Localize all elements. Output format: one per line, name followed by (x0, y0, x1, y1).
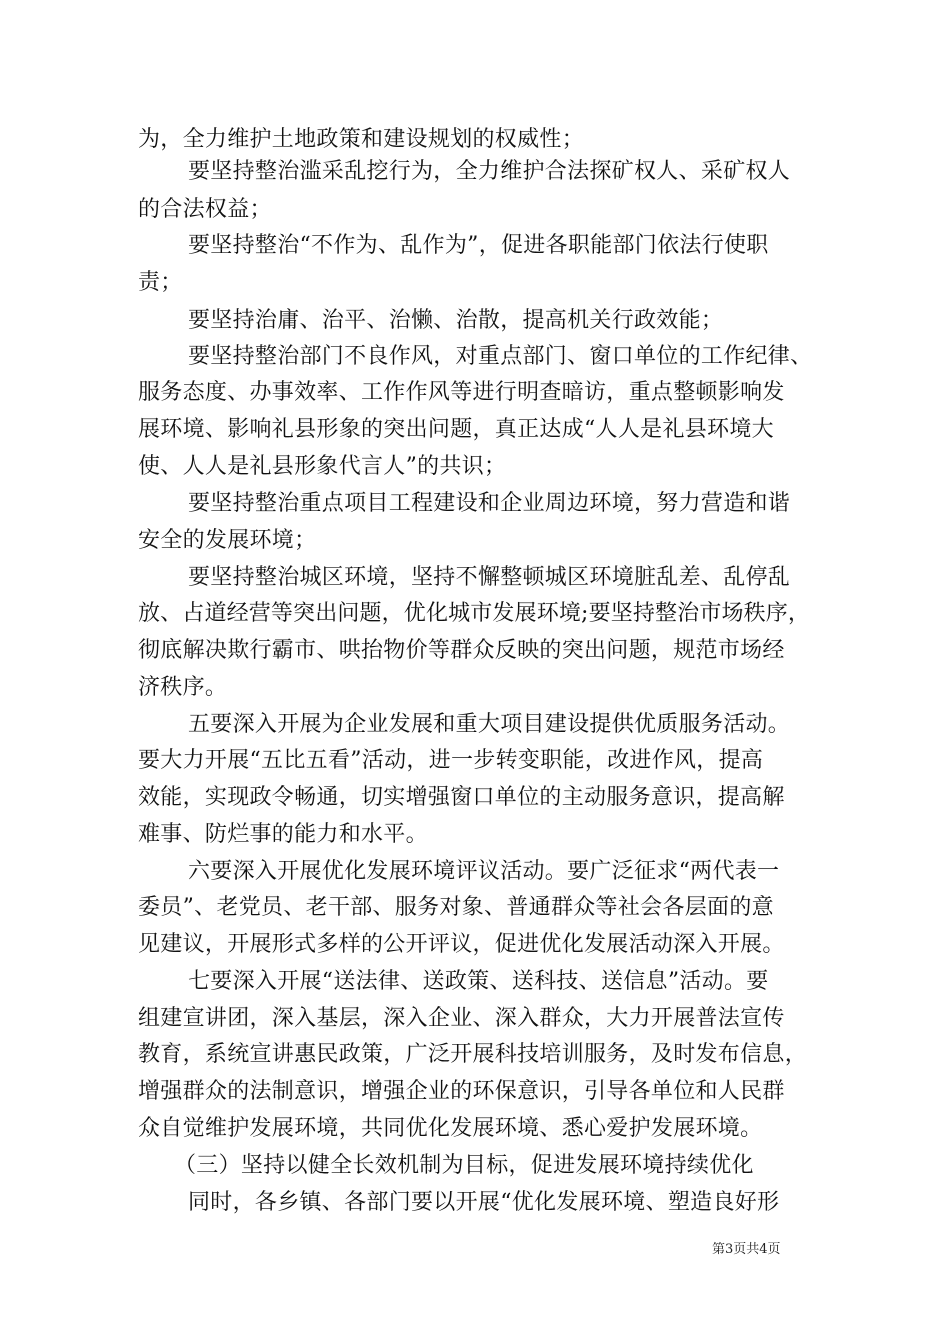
text-line: 使、人人是礼县形象代言人”的共识； (138, 454, 507, 479)
text-line: 责； (138, 270, 183, 295)
text-line: 要坚持治庸、治平、治懒、治散，提高机关行政效能； (188, 308, 724, 333)
text-line: 要坚持整治城区环境，坚持不懈整顿城区环境脏乱差、乱停乱 (188, 565, 791, 590)
text-line: 见建议，开展形式多样的公开评议，促进优化发展活动深入开展。 (138, 932, 785, 957)
text-line: 同时，各乡镇、各部门要以开展“优化发展环境、塑造良好形 (188, 1190, 780, 1215)
text-line: 要坚持整治部门不良作风，对重点部门、窗口单位的工作纪律、 (188, 344, 813, 369)
text-line: 要坚持整治滥采乱挖行为，全力维护合法探矿权人、采矿权人 (188, 159, 791, 184)
text-line: 七要深入开展“送法律、送政策、送科技、送信息”活动。要 (188, 969, 769, 994)
text-line: 要坚持整治“不作为、乱作为”，促进各职能部门依法行使职 (188, 233, 769, 258)
text-line: 放、占道经营等突出问题，优化城市发展环境;要坚持整治市场秩序， (138, 601, 811, 626)
page-number: 第3页共4页 (712, 1242, 781, 1257)
text-line: 增强群众的法制意识，增强企业的环保意识，引导各单位和人民群 (138, 1079, 785, 1104)
text-line: 安全的发展环境； (138, 528, 317, 553)
text-line: 五要深入开展为企业发展和重大项目建设提供优质服务活动。 (188, 712, 791, 737)
text-line: 效能，实现政令畅通，切实增强窗口单位的主动服务意识，提高解 (138, 785, 785, 810)
text-line: 的合法权益； (138, 197, 272, 222)
text-line: 组建宣讲团，深入基层，深入企业、深入群众，大力开展普法宣传 (138, 1006, 785, 1031)
text-line: 服务态度、办事效率、工作作风等进行明查暗访，重点整顿影响发 (138, 380, 785, 405)
text-line: 难事、防烂事的能力和水平。 (138, 822, 428, 847)
section-heading: （三）坚持以健全长效机制为目标，促进发展环境持续优化 (174, 1153, 754, 1178)
text-line: 众自觉维护发展环境，共同优化发展环境、悉心爱护发展环境。 (138, 1116, 763, 1141)
text-line: 要坚持整治重点项目工程建设和企业周边环境，努力营造和谐 (188, 491, 791, 516)
text-line: 济秩序。 (138, 675, 228, 700)
text-line: 要大力开展“五比五看”活动，进一步转变职能，改进作风，提高 (138, 748, 764, 773)
text-line: 展环境、影响礼县形象的突出问题，真正达成“人人是礼县环境大 (138, 417, 774, 442)
text-line: 教育，系统宣讲惠民政策，广泛开展科技培训服务，及时发布信息， (138, 1042, 808, 1067)
text-line: 委员”、老党员、老干部、服务对象、普通群众等社会各层面的意 (138, 895, 774, 920)
text-line: 为，全力维护土地政策和建设规划的权威性； (138, 127, 585, 152)
text-line: 六要深入开展优化发展环境评议活动。要广泛征求“两代表一 (188, 859, 780, 884)
text-line: 彻底解决欺行霸市、哄抬物价等群众反映的突出问题，规范市场经 (138, 638, 785, 663)
